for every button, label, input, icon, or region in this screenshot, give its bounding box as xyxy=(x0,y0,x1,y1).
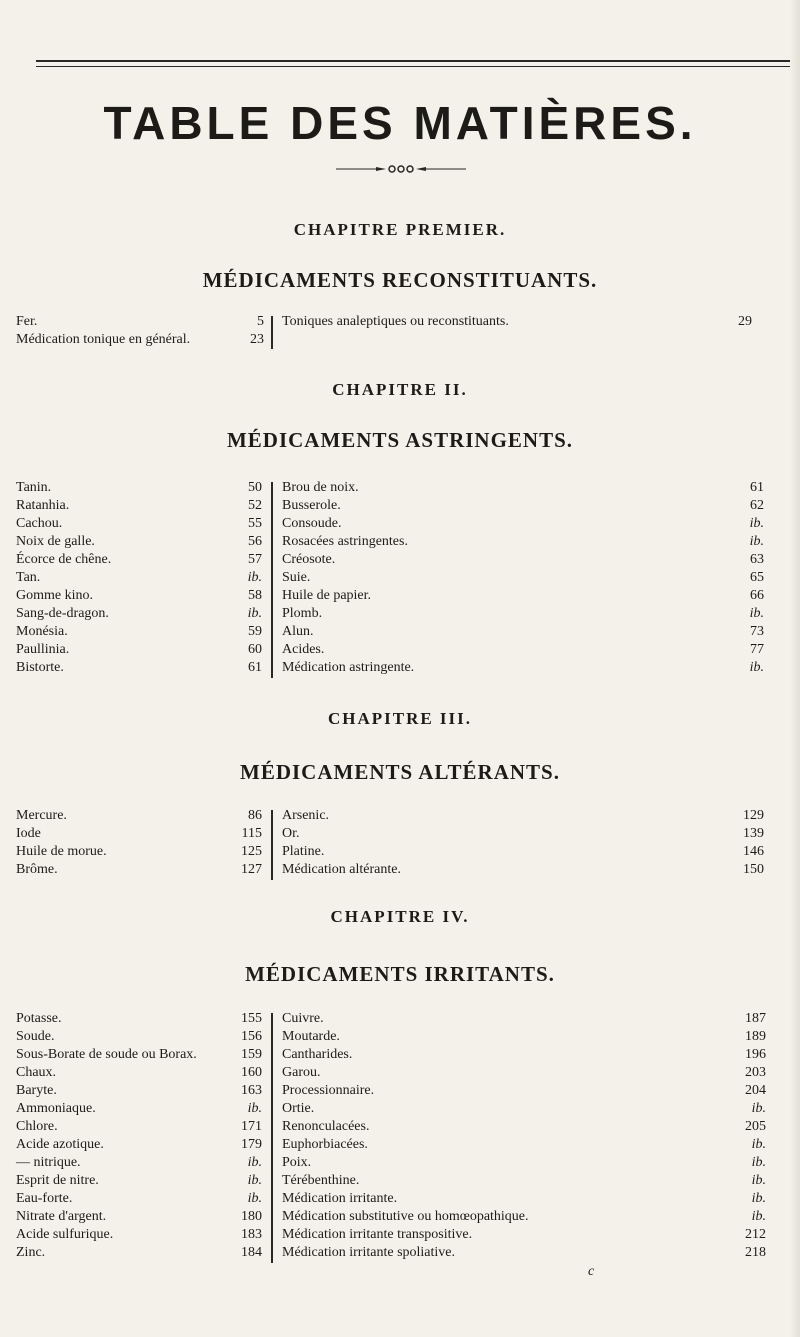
top-rule-1 xyxy=(36,60,800,62)
toc-entry-page: ib. xyxy=(751,1191,766,1206)
toc-entry-page: 204 xyxy=(745,1083,766,1098)
toc-entry-label: Eau-forte. xyxy=(16,1191,73,1206)
toc-entry-label: Busserole. xyxy=(282,498,341,513)
toc-entry-page: ib. xyxy=(749,534,764,549)
toc-entry-label: Acide azotique. xyxy=(16,1137,104,1152)
toc-entry-page: 212 xyxy=(745,1227,766,1242)
chapter-title: CHAPITRE PREMIER. xyxy=(293,220,507,239)
toc-entry-label: Ammoniaque. xyxy=(16,1101,96,1116)
toc-entry-page: 29 xyxy=(738,314,752,329)
toc-entry-label: Monésia. xyxy=(16,624,68,639)
toc-entry-label: Tan. xyxy=(16,570,41,585)
toc-entry-label: Médication irritante. xyxy=(282,1191,398,1206)
toc-entry-page: 187 xyxy=(745,1011,766,1026)
toc-entry-page: 156 xyxy=(241,1029,262,1044)
toc-entry-page: 60 xyxy=(248,642,262,657)
toc-entry-label: Chlore. xyxy=(16,1119,58,1134)
toc-entry-label: Créosote. xyxy=(282,552,336,567)
toc-entry-label: Écorce de chêne. xyxy=(16,552,112,567)
toc-entry-page: 61 xyxy=(248,660,262,675)
toc-entry-page: 189 xyxy=(745,1029,766,1044)
toc-entry-label: Paullinia. xyxy=(16,642,70,657)
toc-entry-page: 61 xyxy=(750,480,764,495)
toc-entry-page: ib. xyxy=(751,1101,766,1116)
toc-entry-page: ib. xyxy=(247,1191,262,1206)
toc-entry-label: Toniques analeptiques ou reconstituants. xyxy=(282,314,509,329)
toc-entry-label: Fer. xyxy=(16,314,38,329)
toc-entry-page: 184 xyxy=(241,1245,262,1260)
toc-entry-page: 59 xyxy=(248,624,262,639)
page-edge-shadow xyxy=(790,0,800,1337)
toc-entry-page: 205 xyxy=(745,1119,766,1134)
toc-entry-label: Esprit de nitre. xyxy=(16,1173,99,1188)
toc-entry-page: 50 xyxy=(248,480,262,495)
toc-entry-label: Tanin. xyxy=(16,480,52,495)
toc-entry-page: 115 xyxy=(241,826,262,841)
toc-entry-page: 23 xyxy=(250,332,264,347)
chapter-title: CHAPITRE II. xyxy=(332,380,468,399)
ornament-divider xyxy=(336,162,466,176)
toc-entry-label: Acide sulfurique. xyxy=(16,1227,114,1242)
toc-entry-label: Moutarde. xyxy=(282,1029,340,1044)
toc-entry-page: 58 xyxy=(248,588,262,603)
toc-entry-label: Sous-Borate de soude ou Borax. xyxy=(16,1047,197,1062)
toc-entry-page: 196 xyxy=(745,1047,766,1062)
toc-entry-page: 203 xyxy=(745,1065,766,1080)
toc-entry-page: 55 xyxy=(248,516,262,531)
toc-entry-page: 160 xyxy=(241,1065,262,1080)
toc-entry-page: 77 xyxy=(750,642,764,657)
toc-entry-label: Consoude. xyxy=(282,516,342,531)
section-title: MÉDICAMENTS ASTRINGENTS. xyxy=(226,428,574,452)
section-title: MÉDICAMENTS ALTÉRANTS. xyxy=(240,760,560,784)
toc-entry-page: 125 xyxy=(241,844,262,859)
toc-entry-page: 52 xyxy=(248,498,262,513)
toc-entry-page: 73 xyxy=(750,624,764,639)
toc-entry-label: Médication irritante transpositive. xyxy=(282,1227,473,1242)
toc-entry-label: Platine. xyxy=(282,844,325,859)
toc-entry-label: Euphorbiacées. xyxy=(282,1137,368,1152)
toc-entry-page: ib. xyxy=(247,606,262,621)
toc-entry-label: Zinc. xyxy=(16,1245,46,1260)
toc-entry-page: 155 xyxy=(241,1011,262,1026)
toc-entry-page: ib. xyxy=(749,660,764,675)
toc-entry-label: Poix. xyxy=(282,1155,312,1170)
chapter-title: CHAPITRE III. xyxy=(327,709,473,728)
toc-entry-label: Cachou. xyxy=(16,516,63,531)
toc-entry-page: 127 xyxy=(241,862,262,877)
chapter-title: CHAPITRE IV. xyxy=(330,907,470,926)
toc-entry-page: ib. xyxy=(749,606,764,621)
toc-entry-label: Médication tonique en général. xyxy=(16,332,191,347)
toc-entry-label: Baryte. xyxy=(16,1083,57,1098)
toc-entry-label: Processionnaire. xyxy=(282,1083,375,1098)
toc-entry-page: ib. xyxy=(247,1173,262,1188)
toc-entry-label: Rosacées astringentes. xyxy=(282,534,408,549)
toc-entry-label: Garou. xyxy=(282,1065,321,1080)
toc-entry-page: 5 xyxy=(257,314,264,329)
column-divider xyxy=(271,482,273,678)
toc-entry-page: 56 xyxy=(248,534,262,549)
toc-entry-label: Plomb. xyxy=(282,606,323,621)
toc-entry-label: Brou de noix. xyxy=(282,480,359,495)
toc-entry-page: ib. xyxy=(749,516,764,531)
section-title: MÉDICAMENTS IRRITANTS. xyxy=(245,962,555,986)
toc-entry-page: 218 xyxy=(745,1245,766,1260)
toc-entry-page: 171 xyxy=(241,1119,262,1134)
toc-entry-page: 66 xyxy=(750,588,764,603)
toc-entry-label: Or. xyxy=(282,826,300,841)
toc-entry-page: 179 xyxy=(241,1137,262,1152)
toc-entry-label: Alun. xyxy=(282,624,314,639)
toc-entry-label: Médication astringente. xyxy=(282,660,415,675)
toc-entry-label: Médication substitutive ou homœopathique. xyxy=(282,1209,529,1224)
toc-entry-label: Acides. xyxy=(282,642,325,657)
toc-entry-page: ib. xyxy=(751,1173,766,1188)
toc-entry-label: Arsenic. xyxy=(282,808,330,823)
toc-entry-page: 183 xyxy=(241,1227,262,1242)
toc-entry-label: Mercure. xyxy=(16,808,67,823)
toc-entry-label: Soude. xyxy=(16,1029,55,1044)
toc-entry-label: Suie. xyxy=(282,570,311,585)
top-rule-2 xyxy=(36,66,800,67)
toc-entry-page: 180 xyxy=(241,1209,262,1224)
toc-entry-label: Bistorte. xyxy=(16,660,64,675)
toc-entry-label: Cantharides. xyxy=(282,1047,353,1062)
toc-entry-page: 139 xyxy=(743,826,764,841)
toc-entry-page: ib. xyxy=(247,1155,262,1170)
toc-entry-page: ib. xyxy=(751,1137,766,1152)
column-divider xyxy=(271,810,273,880)
toc-entry-label: Gomme kino. xyxy=(16,588,93,603)
toc-entry-page: 63 xyxy=(750,552,764,567)
toc-entry-label: Médication irritante spoliative. xyxy=(282,1245,456,1260)
toc-entry-label: — nitrique. xyxy=(16,1155,81,1170)
toc-entry-page: ib. xyxy=(247,1101,262,1116)
section-title: MÉDICAMENTS RECONSTITUANTS. xyxy=(202,268,598,292)
signature-mark: c xyxy=(588,1264,595,1279)
toc-entry-page: 129 xyxy=(743,808,764,823)
toc-entry-page: 65 xyxy=(750,570,764,585)
toc-entry-page: ib. xyxy=(751,1155,766,1170)
toc-entry-label: Cuivre. xyxy=(282,1011,324,1026)
toc-entry-page: 62 xyxy=(750,498,764,513)
toc-entry-label: Médication altérante. xyxy=(282,862,401,877)
column-divider xyxy=(271,316,273,349)
toc-entry-label: Sang-de-dragon. xyxy=(16,606,109,621)
toc-entry-label: Chaux. xyxy=(16,1065,57,1080)
toc-entry-page: 57 xyxy=(248,552,262,567)
toc-entry-page: 150 xyxy=(743,862,764,877)
toc-entry-label: Iode xyxy=(16,826,41,841)
toc-entry-label: Nitrate d'argent. xyxy=(16,1209,107,1224)
page-title: TABLE DES MATIÈRES. xyxy=(103,97,697,149)
column-divider xyxy=(271,1013,273,1263)
toc-entry-page: 163 xyxy=(241,1083,262,1098)
toc-entry-page: ib. xyxy=(751,1209,766,1224)
toc-entry-label: Potasse. xyxy=(16,1011,62,1026)
toc-entry-label: Ratanhia. xyxy=(16,498,70,513)
toc-entry-page: ib. xyxy=(247,570,262,585)
toc-entry-label: Renonculacées. xyxy=(282,1119,370,1134)
toc-entry-page: 146 xyxy=(743,844,764,859)
toc-entry-label: Noix de galle. xyxy=(16,534,95,549)
toc-entry-page: 159 xyxy=(241,1047,262,1062)
toc-entry-label: Huile de morue. xyxy=(16,844,107,859)
toc-entry-label: Ortie. xyxy=(282,1101,315,1116)
toc-entry-label: Térébenthine. xyxy=(282,1173,360,1188)
toc-entry-page: 86 xyxy=(248,808,262,823)
toc-entry-label: Brôme. xyxy=(16,862,58,877)
toc-entry-label: Huile de papier. xyxy=(282,588,372,603)
